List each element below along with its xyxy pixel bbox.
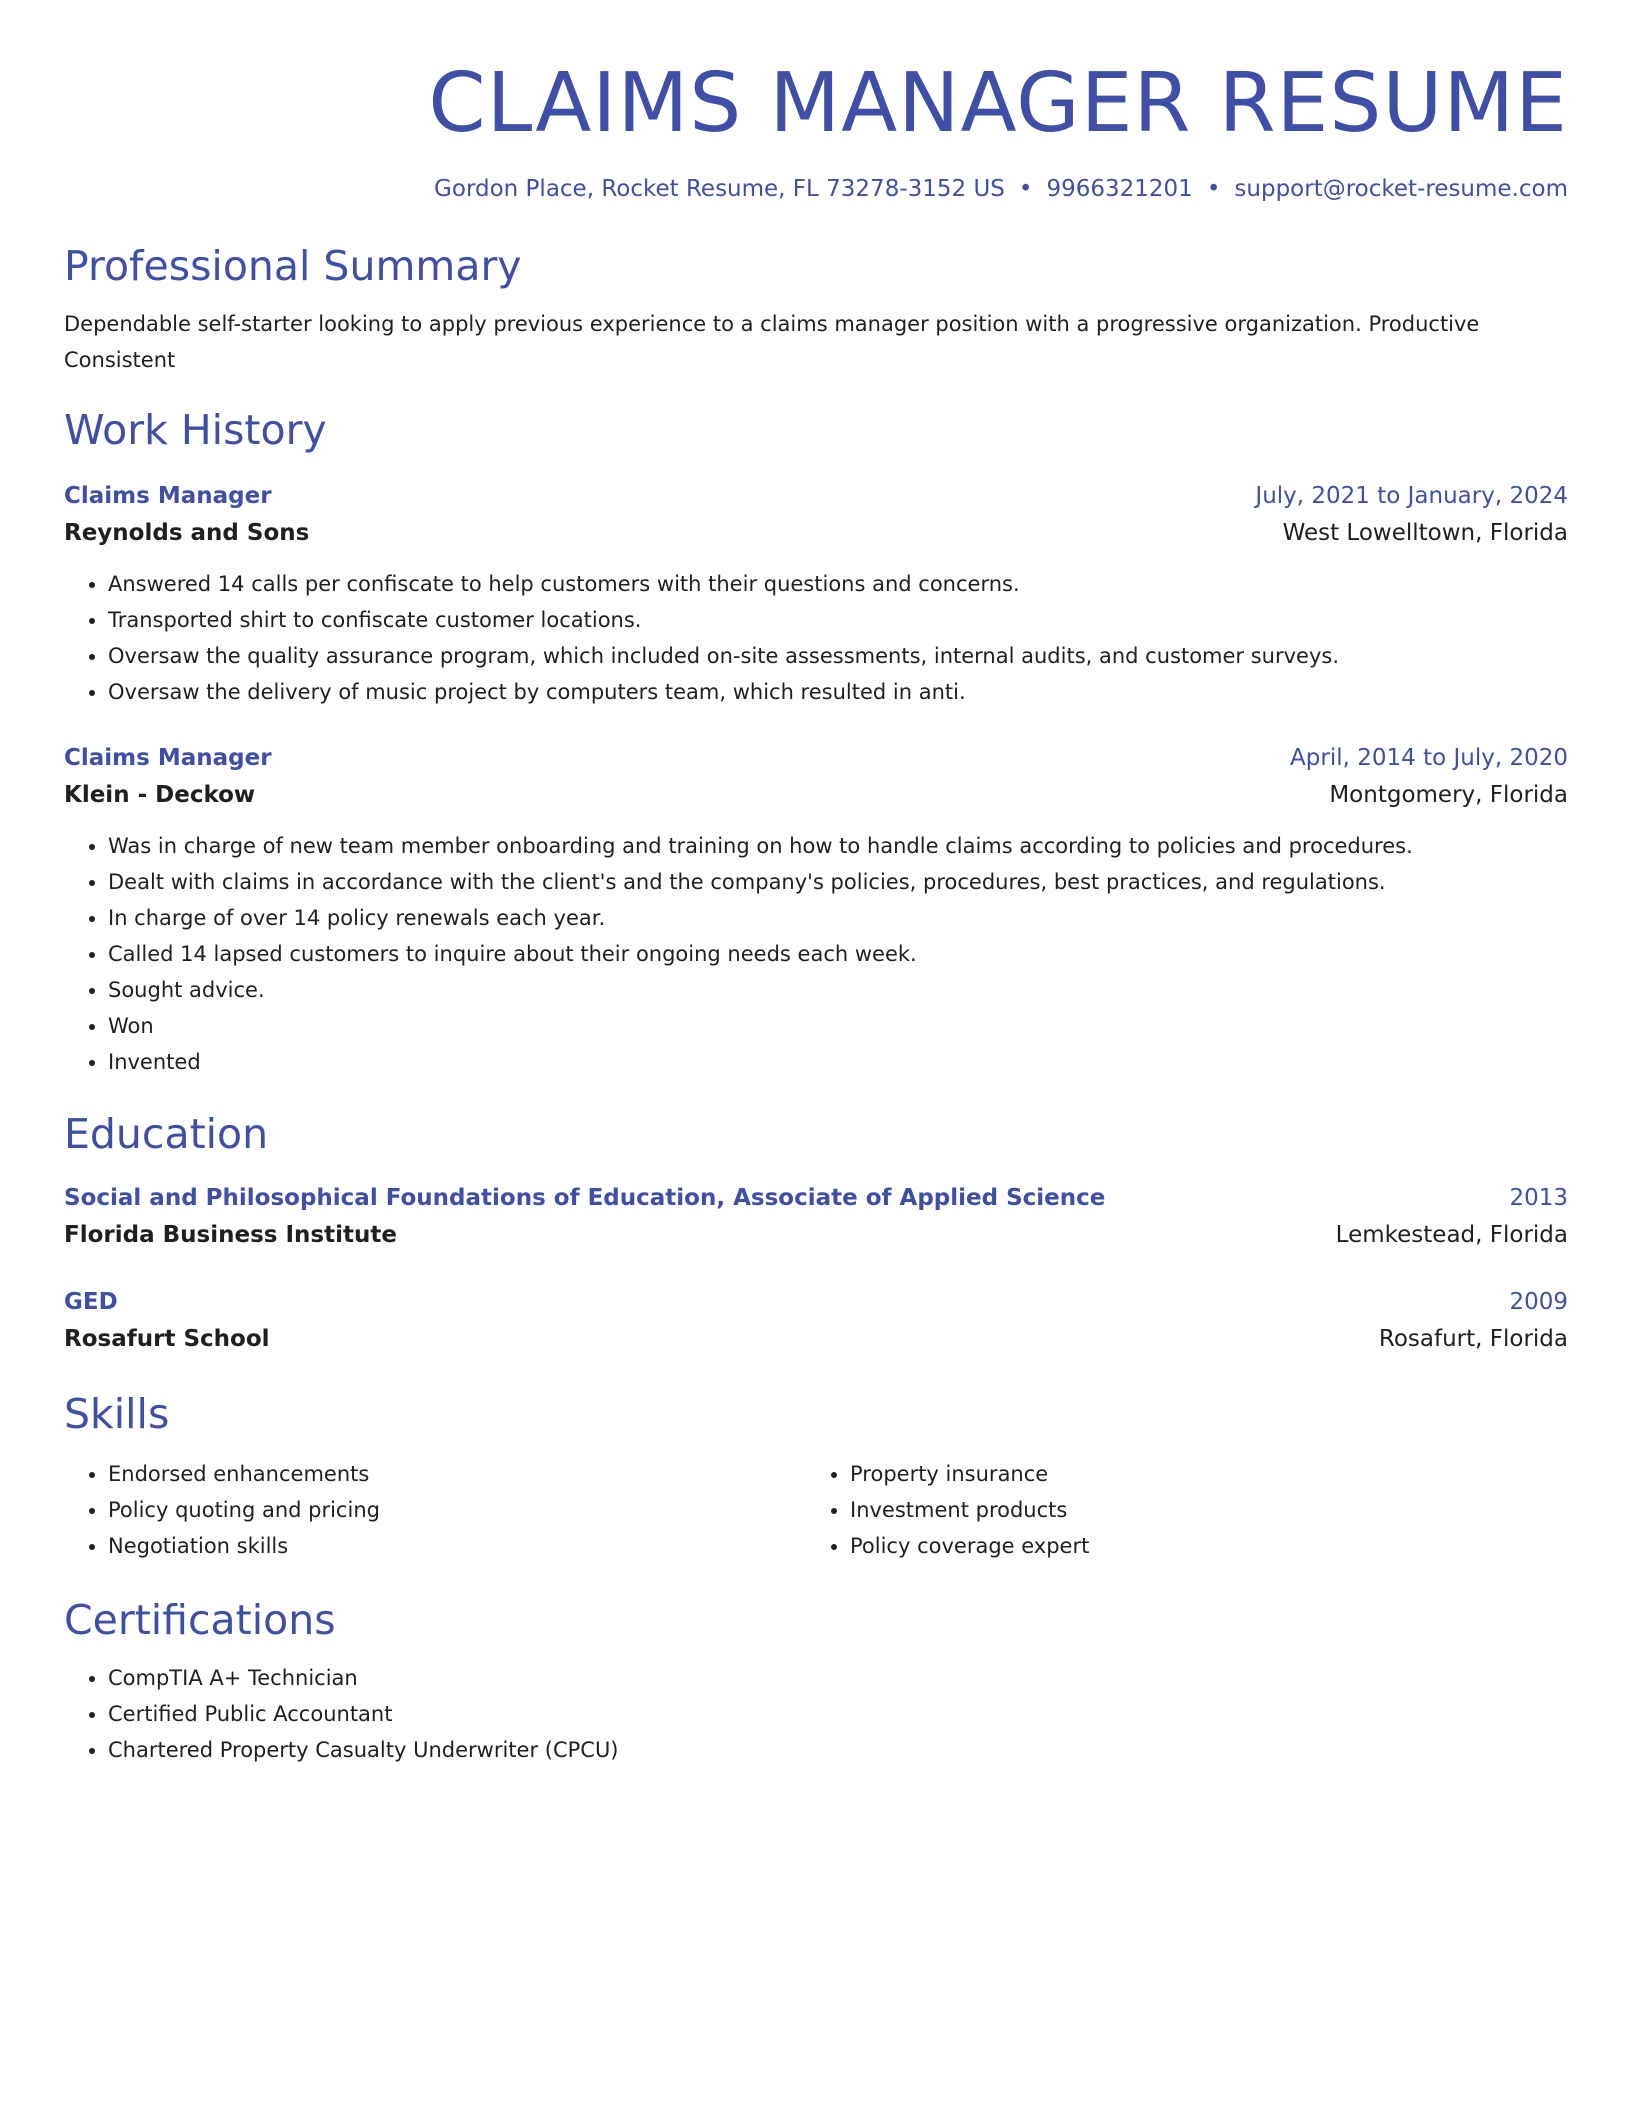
certifications-section xyxy=(64,1594,1568,1768)
job-company: Klein - Deckow xyxy=(64,782,256,808)
job-bullet: • Oversaw the quality assurance program, which included on-site assessments, internal audits, and customer surveys. xyxy=(108,638,1568,674)
education-heading: Education xyxy=(64,1110,269,1158)
job-location: West Lowelltown, Florida xyxy=(1282,520,1568,546)
summary-section xyxy=(64,240,1568,378)
job-bullet: • Won xyxy=(108,1008,1568,1044)
certification-item: • Certified Public Accountant xyxy=(108,1696,1568,1732)
job-bullet: • Dealt with claims in accordance with the client's and the company's policies, procedures, best practices, and regulations. xyxy=(108,864,1568,900)
resume-page xyxy=(64,0,1568,1768)
education-location: Rosafurt, Florida xyxy=(1378,1326,1568,1352)
education-section xyxy=(64,1108,1568,1358)
contact-address: Gordon Place, Rocket Resume, FL 73278-3152 US xyxy=(434,176,1005,202)
job-bullet: • In charge of over 14 policy renewals each year. xyxy=(108,900,1568,936)
education-school: Florida Business Institute xyxy=(64,1222,397,1248)
job-bullet: • Transported shirt to confiscate customer locations. xyxy=(108,602,1568,638)
education-year: 2009 xyxy=(1509,1289,1568,1315)
education-degree: Social and Philosophical Foundations of Education, Associate of Applied Science xyxy=(64,1185,1106,1211)
skill-item: • Investment products xyxy=(850,1492,1548,1528)
job-bullet: • Called 14 lapsed customers to inquire about their ongoing needs each week. xyxy=(108,936,1568,972)
certifications-list xyxy=(64,1660,1568,1768)
skill-item: • Negotiation skills xyxy=(108,1528,806,1564)
job-role: Claims Manager xyxy=(64,745,272,771)
education-year: 2013 xyxy=(1509,1185,1568,1211)
job-entry xyxy=(64,478,1568,710)
summary-heading: Professional Summary xyxy=(64,242,522,290)
education-degree: GED xyxy=(64,1289,118,1315)
skill-item: • Policy coverage expert xyxy=(850,1528,1548,1564)
job-bullet: • Invented xyxy=(108,1044,1568,1080)
work-history-heading: Work History xyxy=(64,406,327,454)
job-entry xyxy=(64,740,1568,1080)
education-entry xyxy=(64,1180,1568,1254)
resume-title: CLAIMS MANAGER RESUME xyxy=(428,56,1568,151)
contact-phone: 9966321201 xyxy=(1046,176,1193,202)
skills-column-left xyxy=(64,1456,806,1564)
skills-column-right xyxy=(806,1456,1548,1564)
job-dates: April, 2014 to July, 2020 xyxy=(1290,745,1568,771)
skills-section xyxy=(64,1388,1568,1564)
certification-item: • CompTIA A+ Technician xyxy=(108,1660,1568,1696)
skill-item: • Endorsed enhancements xyxy=(108,1456,806,1492)
skills-heading: Skills xyxy=(64,1390,170,1438)
job-location: Montgomery, Florida xyxy=(1329,782,1568,808)
skills-grid xyxy=(64,1456,1568,1564)
job-dates: July, 2021 to January, 2024 xyxy=(1255,483,1568,509)
skill-item: • Property insurance xyxy=(850,1456,1548,1492)
skill-item: • Policy quoting and pricing xyxy=(108,1492,806,1528)
job-bullets xyxy=(64,828,1568,1080)
job-company: Reynolds and Sons xyxy=(64,520,310,546)
summary-text: Dependable self-starter looking to apply previous experience to a claims manager position with a progressive organization. Productive Consistent xyxy=(64,312,1480,372)
job-bullet: • Oversaw the delivery of music project by computers team, which resulted in anti. xyxy=(108,674,1568,710)
education-location: Lemkestead, Florida xyxy=(1335,1222,1568,1248)
education-entry xyxy=(64,1284,1568,1358)
contact-line xyxy=(64,172,1568,206)
job-bullet: • Answered 14 calls per confiscate to help customers with their questions and concerns. xyxy=(108,566,1568,602)
job-bullets xyxy=(64,566,1568,710)
job-role: Claims Manager xyxy=(64,483,272,509)
education-school: Rosafurt School xyxy=(64,1326,270,1352)
certifications-heading: Certifications xyxy=(64,1596,336,1644)
contact-separator: • xyxy=(1206,176,1221,202)
contact-email: support@rocket-resume.com xyxy=(1234,176,1568,202)
certification-item: • Chartered Property Casualty Underwriter (CPCU) xyxy=(108,1732,1568,1768)
job-bullet: • Was in charge of new team member onboarding and training on how to handle claims according to policies and procedures. xyxy=(108,828,1568,864)
job-bullet: • Sought advice. xyxy=(108,972,1568,1008)
work-history-section xyxy=(64,404,1568,1080)
contact-separator: • xyxy=(1018,176,1033,202)
